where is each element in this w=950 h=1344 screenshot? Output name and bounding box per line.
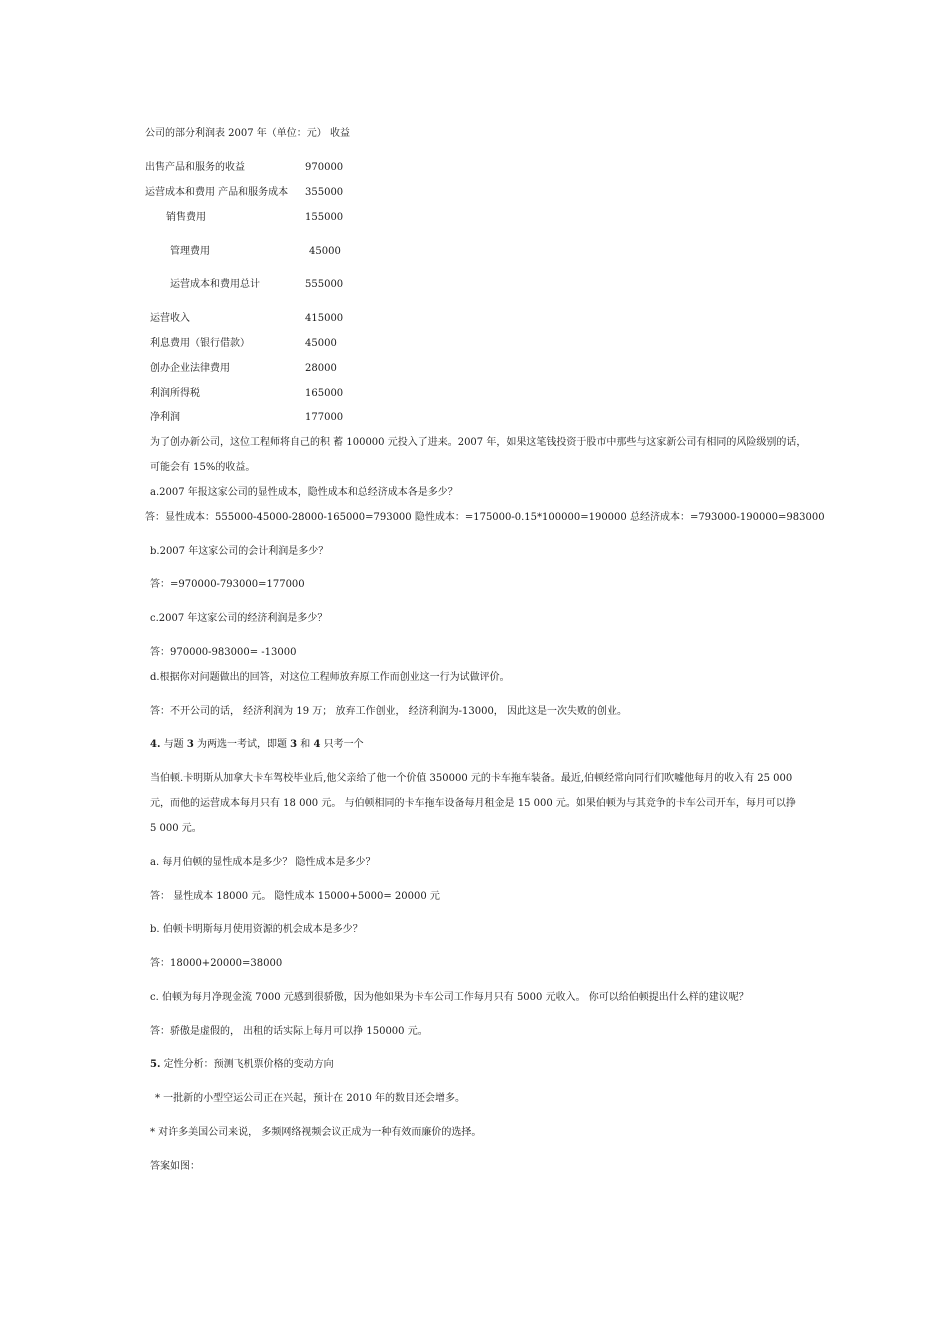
statement-row-value: 28000 <box>305 363 337 374</box>
statement-row-value: 177000 <box>305 412 344 423</box>
statement-title: 公司的部分利润表 2007 年（单位：元） 收益 <box>145 128 350 139</box>
q3-c-answer: 答：970000-983000= -13000 <box>150 647 297 658</box>
statement-row-label: 出售产品和服务的收益 <box>145 162 245 173</box>
q5-heading-text: 定性分析：预测飞机票价格的变动方向 <box>160 1059 334 1070</box>
statement-row-label: 净利润 <box>150 412 180 423</box>
statement-row-value: 155000 <box>305 212 344 223</box>
statement-row-label: 利息费用（银行借款） <box>150 338 250 349</box>
q4-b-question: b. 伯顿卡明斯每月使用资源的机会成本是多少？ <box>150 924 363 935</box>
q4-para-line: 元，而他的运营成本每月只有 18 000 元。 与伯顿相同的卡车拖车设备每月租金是 15 000 元。如果伯顿为与其竞争的卡车公司开车，每月可以挣 <box>150 798 796 809</box>
statement-row-value: 355000 <box>305 187 344 198</box>
statement-row-value: 555000 <box>305 279 344 290</box>
q4-heading-num: 4 <box>313 739 321 750</box>
q3-d-question: d.根据你对问题做出的回答，对这位工程师放弃原工作而创业这一行为试做评价。 <box>150 672 510 683</box>
q5-bullet: * 对许多美国公司来说， 多频网络视频会议正成为一种有效而廉价的选择。 <box>150 1127 482 1138</box>
q3-d-answer: 答：不开公司的话， 经济利润为 19 万； 放弃工作创业， 经济利润为-13000， 因此这是一次失败的创业。 <box>150 706 627 717</box>
statement-row-value: 415000 <box>305 313 344 324</box>
q3-b-answer: 答：=970000-793000=177000 <box>150 579 305 590</box>
q5-bullet: * 一批新的小型空运公司正在兴起，预计在 2010 年的数目还会增多。 <box>155 1093 465 1104</box>
q4-a-answer: 答： 显性成本 18000 元。 隐性成本 15000+5000= 20000 元 <box>150 891 440 902</box>
q4-heading-num: 3 <box>290 739 298 750</box>
statement-row-label: 利润所得税 <box>150 388 200 399</box>
q4-heading-text: 与题 <box>160 739 187 750</box>
q4-c-question: c. 伯顿为每月净现金流 7000 元感到很骄傲，因为他如果为卡车公司工作每月只有 5000 元收入。 你可以给伯顿提出什么样的建议呢？ <box>150 992 749 1003</box>
q5-answer: 答案如图： <box>150 1161 200 1172</box>
q4-a-question: a. 每月伯顿的显性成本是多少？ 隐性成本是多少？ <box>150 857 376 868</box>
statement-row-value: 45000 <box>309 246 341 257</box>
statement-row-label: 管理费用 <box>170 246 210 257</box>
q4-c-answer: 答：骄傲是虚假的， 出租的话实际上每月可以挣 150000 元。 <box>150 1026 428 1037</box>
q4-heading-num: 3 <box>186 739 194 750</box>
q4-heading-text: 只考一个 <box>320 739 364 750</box>
q4-heading <box>150 738 364 752</box>
q5-number: 5. <box>150 1059 161 1070</box>
statement-row-label: 运营成本和费用总计 <box>170 279 260 290</box>
q5-heading <box>150 1058 334 1072</box>
statement-row-label: 创办企业法律费用 <box>150 363 230 374</box>
q3-intro-line: 为了创办新公司，这位工程师将自己的积 蓄 100000 元投入了进来。2007 年，如果这笔钱投资于股市中那些与这家新公司有相同的风险级别的话， <box>150 437 807 448</box>
q3-a-answer: 答：显性成本：555000-45000-28000-165000=793000 隐性成本：=175000-0.15*100000=190000 总经济成本：=793000-190000=983000 <box>145 512 825 523</box>
statement-row-value: 165000 <box>305 388 344 399</box>
statement-row-label: 运营收入 <box>150 313 190 324</box>
statement-row-value: 45000 <box>305 338 337 349</box>
q4-heading-text: 和 <box>297 739 314 750</box>
statement-row-label: 运营成本和费用 产品和服务成本 <box>145 187 289 198</box>
q4-number: 4. <box>150 739 161 750</box>
q4-para-line: 当伯顿.卡明斯从加拿大卡车驾校毕业后,他父亲给了他一个价值 350000 元的卡车拖车装备。最近,伯顿经常向同行们吹嘘他每月的收入有 25 000 <box>150 773 793 784</box>
q4-heading-text: 为两选一考试，即题 <box>193 739 291 750</box>
q3-c-question: c.2007 年这家公司的经济利润是多少？ <box>150 613 328 624</box>
statement-row-value: 970000 <box>305 162 344 173</box>
q3-intro-line: 可能会有 15%的收益。 <box>150 462 256 473</box>
q4-b-answer: 答：18000+20000=38000 <box>150 958 283 969</box>
statement-row-label: 销售费用 <box>166 212 206 223</box>
q3-b-question: b.2007 年这家公司的会计利润是多少？ <box>150 546 329 557</box>
q3-a-question: a.2007 年报这家公司的显性成本，隐性成本和总经济成本各是多少？ <box>150 487 458 498</box>
q4-para-line: 5 000 元。 <box>150 823 202 834</box>
